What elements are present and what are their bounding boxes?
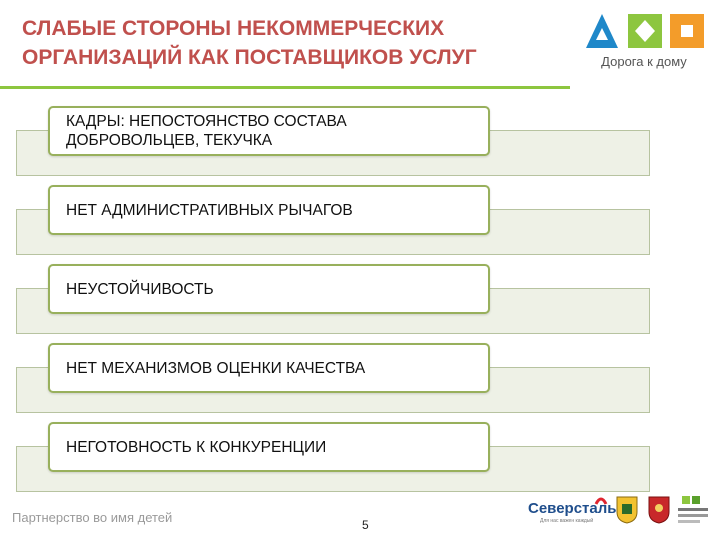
- list-item: [0, 422, 720, 492]
- item-label: КАДРЫ: НЕПОСТОЯНСТВО СОСТАВА ДОБРОВОЛЬЦЕВ, ТЕКУЧКА: [66, 113, 347, 149]
- logo-icons: [584, 12, 704, 52]
- item-card: [48, 343, 490, 393]
- item-label: НЕТ МЕХАНИЗМОВ ОЦЕНКИ КАЧЕСТВА: [66, 359, 366, 377]
- list-item: [0, 185, 720, 255]
- sponsor-name: Северсталь: [528, 500, 617, 517]
- triangle-icon: [586, 14, 618, 48]
- square-icon: [670, 14, 704, 48]
- item-label: НЕУСТОЙЧИВОСТЬ: [66, 280, 214, 298]
- coat-of-arms-icon: [648, 496, 670, 524]
- list-item: [0, 343, 720, 413]
- item-label: НЕТ АДМИНИСТРАТИВНЫХ РЫЧАГОВ: [66, 201, 353, 219]
- page-title: СЛАБЫЕ СТОРОНЫ НЕКОММЕРЧЕСКИХ ОРГАНИЗАЦИЙ КАК ПОСТАВЩИКОВ УСЛУГ: [22, 17, 477, 69]
- item-label: НЕГОТОВНОСТЬ К КОНКУРЕНЦИИ: [66, 438, 327, 456]
- title-divider: [0, 86, 570, 89]
- coat-of-arms-icon: [616, 496, 638, 524]
- footer-tagline: Партнерство во имя детей: [12, 510, 173, 525]
- item-card: [48, 264, 490, 314]
- item-card: [48, 106, 490, 156]
- fund-logo-icon: [676, 494, 710, 528]
- plus-icon: [628, 14, 662, 48]
- item-card: [48, 185, 490, 235]
- logo: [584, 12, 714, 82]
- list-item: [0, 264, 720, 334]
- sponsor-logo: [528, 494, 617, 528]
- logo-text: Дорога к дому: [601, 54, 687, 69]
- item-card: [48, 422, 490, 472]
- sponsor-tagline: Для нас важен каждый: [540, 518, 594, 524]
- list-item: [0, 106, 720, 176]
- sponsor-mark-icon: [594, 494, 608, 506]
- page-number: 5: [362, 518, 369, 532]
